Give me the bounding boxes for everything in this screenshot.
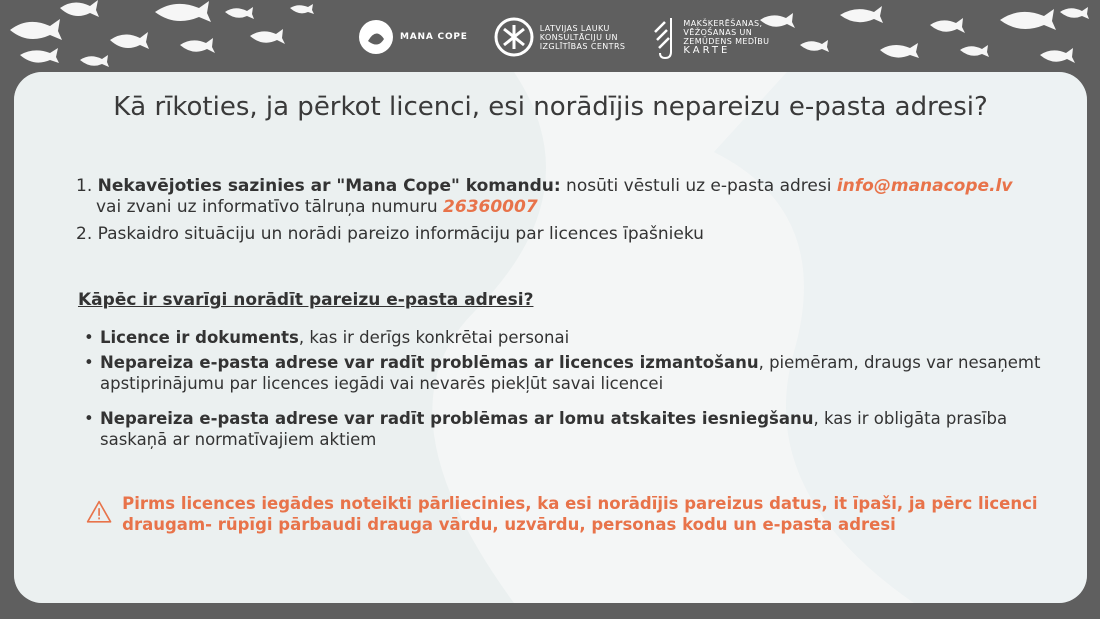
content-card: [14, 72, 1087, 603]
fish-icon: [960, 45, 989, 57]
reason-item: [84, 408, 1044, 450]
llkc-line2: KONSULTĀCIJU UN: [539, 32, 618, 42]
logo-lauku: [494, 17, 626, 57]
fish-icon: [60, 0, 99, 17]
reason-2-bold: Nepareiza e-pasta adrese var radīt problēmas ar licences izmantošanu: [100, 353, 759, 372]
warning-icon: [86, 490, 112, 534]
steps-list: [76, 176, 1066, 251]
fish-icon: [155, 1, 211, 22]
logo-karte: [651, 14, 769, 60]
fish-icon: [225, 7, 254, 19]
step-1-text2: vai zvani uz informatīvo tālruņa numuru: [96, 197, 444, 217]
llkc-icon: [494, 17, 534, 57]
mana-cope-icon: [358, 17, 394, 57]
fish-icon: [290, 4, 314, 14]
fish-icon: [110, 32, 149, 49]
fish-icon: [250, 29, 285, 44]
reason-item: [84, 352, 1044, 394]
llkc-line3: IZGLĪTĪBAS CENTRS: [539, 41, 626, 51]
step-1-number: 1.: [76, 176, 93, 196]
fish-icon: [180, 38, 215, 53]
fishing-hook-icon: [651, 14, 677, 60]
fish-icon: [800, 40, 829, 52]
karte-line4: KARTE: [683, 45, 731, 56]
reason-3-text: , kas ir obligāta prasība saskaņā ar normatīvajiem aktiem: [100, 409, 1008, 449]
karte-line2: VĒŽOŠANAS UN: [683, 28, 753, 37]
email-link[interactable]: info@manacope.lv: [836, 176, 1013, 196]
fish-icon: [1000, 9, 1056, 30]
fish-icon: [1060, 7, 1089, 19]
logo-mana-cope: [358, 17, 468, 57]
reason-2-text: , piemēram, draugs var nesaņemt apstiprinājumu par licences iegādi vai nevarēs piekļūt savai licencei: [100, 353, 1041, 393]
reasons-list: [84, 327, 1044, 454]
step-1-text: nosūti vēstuli uz e-pasta adresi: [560, 176, 837, 196]
reason-3-bold: Nepareiza e-pasta adrese var radīt problēmas ar lomu atskaites iesniegšanu: [100, 409, 814, 428]
mana-cope-label: MANA COPE: [400, 32, 468, 42]
fish-icon: [20, 48, 59, 63]
karte-line3: ZEMŪDENS MEDĪBU: [683, 37, 770, 46]
warning-text: Pirms licences iegādes noteikti pārliecinies, ka esi norādījis pareizus datus, it īpaši, ja pērc licenci draugam- rūpīgi pārbaudi drauga vārdu, uzvārdu, personas kodu un e-pasta adresi: [122, 494, 1038, 534]
reason-1-text: , kas ir derīgs konkrētai personai: [298, 328, 570, 347]
fish-icon: [10, 19, 62, 40]
fish-icon: [1040, 48, 1075, 63]
step-2: 2. Paskaidro situāciju un norādi pareizo informāciju par licences īpašnieku: [76, 224, 704, 244]
fish-icon: [880, 43, 919, 58]
karte-line1: MAKŠĶERĒŠANAS,: [683, 19, 763, 28]
why-heading: Kāpēc ir svarīgi norādīt pareizu e-pasta adresi?: [78, 290, 534, 310]
step-1-bold: Nekavējoties sazinies ar "Mana Cope" komandu:: [97, 176, 561, 196]
reason-item: [84, 327, 1044, 348]
phone-link[interactable]: 26360007: [443, 197, 538, 217]
llkc-line1: LATVIJAS LAUKU: [539, 23, 610, 33]
page-title: Kā rīkoties, ja pērkot licenci, esi norādījis nepareizu e-pasta adresi?: [113, 92, 988, 122]
fish-icon: [80, 55, 109, 67]
warning-box: [86, 490, 1046, 535]
reason-1-bold: Licence ir dokuments: [100, 328, 299, 347]
step-1: [76, 176, 1066, 218]
fish-icon: [840, 6, 883, 23]
header-logos: [358, 12, 769, 62]
fish-icon: [930, 18, 965, 33]
